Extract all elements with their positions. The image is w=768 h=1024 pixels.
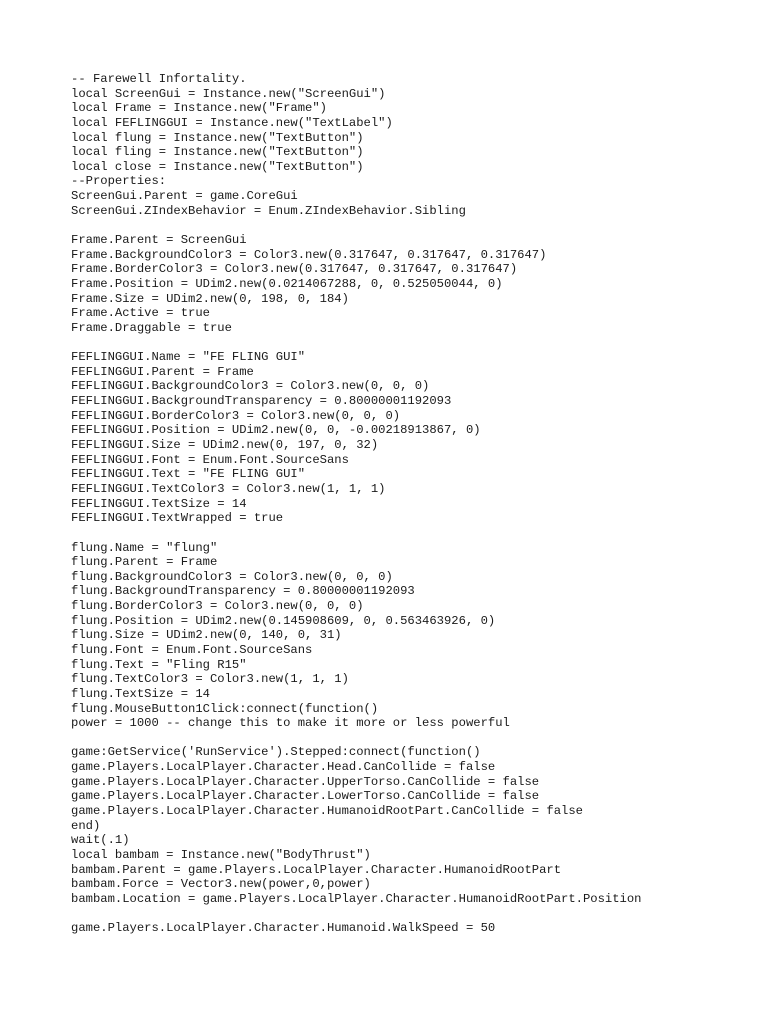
- code-line: flung.Font = Enum.Font.SourceSans: [71, 642, 313, 657]
- code-line: local close = Instance.new("TextButton"): [71, 159, 364, 174]
- code-line: [71, 907, 761, 922]
- code-line: flung.Name = "flung": [71, 540, 218, 555]
- code-line: local ScreenGui = Instance.new("ScreenGui"): [71, 86, 386, 101]
- code-line: bambam.Parent = game.Players.LocalPlayer.Character.HumanoidRootPart: [71, 862, 562, 877]
- code-line: FEFLINGGUI.BackgroundTransparency = 0.80000001192093: [71, 394, 452, 409]
- code-line: flung.TextColor3 = Color3.new(1, 1, 1): [71, 672, 349, 687]
- code-line: [71, 336, 761, 351]
- code-line: game.Players.LocalPlayer.Character.HumanoidRootPart.CanCollide = false: [71, 804, 583, 819]
- code-line: FEFLINGGUI.Parent = Frame: [71, 364, 254, 379]
- code-line: Frame.Draggable = true: [71, 320, 232, 335]
- code-line: Frame.Size = UDim2.new(0, 198, 0, 184): [71, 291, 349, 306]
- code-line: flung.Text = "Fling R15": [71, 657, 247, 672]
- code-line: Frame.BackgroundColor3 = Color3.new(0.317647, 0.317647, 0.317647): [71, 247, 547, 262]
- code-line: FEFLINGGUI.TextSize = 14: [71, 496, 247, 511]
- code-line: flung.Size = UDim2.new(0, 140, 0, 31): [71, 628, 342, 643]
- code-line: flung.BackgroundColor3 = Color3.new(0, 0, 0): [71, 569, 393, 584]
- code-line: Frame.Parent = ScreenGui: [71, 233, 247, 248]
- code-line: bambam.Location = game.Players.LocalPlayer.Character.HumanoidRootPart.Position: [71, 891, 642, 906]
- code-line: game:GetService('RunService').Stepped:connect(function(): [71, 745, 481, 760]
- code-line: Frame.Active = true: [71, 306, 210, 321]
- code-line: local fling = Instance.new("TextButton"): [71, 145, 364, 160]
- code-line: end): [71, 818, 101, 833]
- code-line: FEFLINGGUI.Font = Enum.Font.SourceSans: [71, 452, 349, 467]
- code-line: ScreenGui.ZIndexBehavior = Enum.ZIndexBehavior.Sibling: [71, 203, 466, 218]
- code-line: -- Farewell Infortality.: [71, 72, 247, 86]
- code-line: flung.Parent = Frame: [71, 555, 218, 570]
- code-line: game.Players.LocalPlayer.Character.UpperTorso.CanCollide = false: [71, 774, 540, 789]
- code-document: [71, 72, 761, 936]
- code-line: FEFLINGGUI.Text = "FE FLING GUI": [71, 467, 306, 482]
- code-line: FEFLINGGUI.Name = "FE FLING GUI": [71, 350, 306, 365]
- code-line: game.Players.LocalPlayer.Character.LowerTorso.CanCollide = false: [71, 789, 540, 804]
- code-line: wait(.1): [71, 833, 130, 848]
- code-line: game.Players.LocalPlayer.Character.Head.CanCollide = false: [71, 760, 496, 775]
- code-line: [71, 218, 761, 233]
- code-line: ScreenGui.Parent = game.CoreGui: [71, 189, 298, 204]
- code-line: [71, 526, 761, 541]
- code-line: Frame.Position = UDim2.new(0.0214067288, 0, 0.525050044, 0): [71, 276, 503, 291]
- code-line: local flung = Instance.new("TextButton"): [71, 130, 364, 145]
- code-line: local FEFLINGGUI = Instance.new("TextLabel"): [71, 115, 393, 130]
- code-line: power = 1000 -- change this to make it more or less powerful: [71, 716, 510, 731]
- code-line: FEFLINGGUI.Position = UDim2.new(0, 0, -0.00218913867, 0): [71, 423, 481, 438]
- code-line: flung.Position = UDim2.new(0.145908609, 0, 0.563463926, 0): [71, 613, 496, 628]
- code-line: game.Players.LocalPlayer.Character.Humanoid.WalkSpeed = 50: [71, 921, 496, 936]
- code-line: Frame.BorderColor3 = Color3.new(0.317647, 0.317647, 0.317647): [71, 262, 518, 277]
- code-line: flung.BackgroundTransparency = 0.80000001192093: [71, 584, 415, 599]
- code-line: local Frame = Instance.new("Frame"): [71, 101, 327, 116]
- code-line: flung.TextSize = 14: [71, 686, 210, 701]
- code-line: --Properties:: [71, 174, 167, 189]
- code-line: FEFLINGGUI.BackgroundColor3 = Color3.new(0, 0, 0): [71, 379, 430, 394]
- code-line: FEFLINGGUI.BorderColor3 = Color3.new(0, 0, 0): [71, 408, 401, 423]
- code-line: local bambam = Instance.new("BodyThrust"): [71, 847, 371, 862]
- code-line: FEFLINGGUI.Size = UDim2.new(0, 197, 0, 32): [71, 438, 379, 453]
- code-line: flung.MouseButton1Click:connect(function(): [71, 701, 379, 716]
- code-line: [71, 731, 761, 746]
- code-line: flung.BorderColor3 = Color3.new(0, 0, 0): [71, 599, 364, 614]
- code-line: bambam.Force = Vector3.new(power,0,power): [71, 877, 371, 892]
- code-line: FEFLINGGUI.TextWrapped = true: [71, 511, 284, 526]
- code-line: FEFLINGGUI.TextColor3 = Color3.new(1, 1, 1): [71, 481, 386, 496]
